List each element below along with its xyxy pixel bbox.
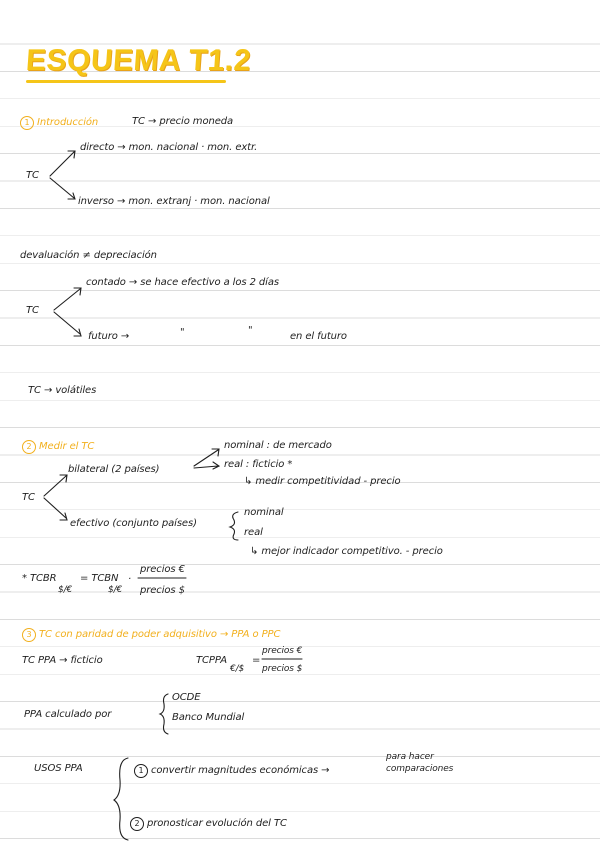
- formula-denominator: precios $: [140, 585, 185, 596]
- efectivo-real: real: [244, 527, 263, 538]
- formula-lhs-sub: $/€: [58, 585, 73, 595]
- uso-1-para-hacer: para hacer: [386, 752, 434, 762]
- section-1-heading: [20, 116, 98, 130]
- branch-directo: [50, 151, 75, 176]
- devaluacion-note: devaluación ≠ depreciación: [20, 250, 157, 261]
- tc-futuro: futuro →: [88, 331, 130, 342]
- tc-ppa-eq: =: [252, 655, 261, 666]
- tc-inverso: inverso → mon. extranj · mon. nacional: [78, 196, 270, 207]
- formula-eq: = TCBN: [80, 573, 119, 584]
- mejor-indicador: ↳ mejor indicador competitivo. - precio: [250, 546, 443, 557]
- tc-ppa-denominator: precios $: [262, 664, 303, 674]
- medir-competitividad: ↳ medir competitividad - precio: [244, 476, 401, 487]
- tc-volatiles: TC → volátiles: [28, 385, 97, 396]
- branch-bilateral: [44, 475, 67, 496]
- section-3-title: TC con paridad de poder adquisitivo → PPA o PPC: [39, 629, 281, 640]
- formula-numerator: precios €: [140, 564, 185, 575]
- uso-1-comparaciones: comparaciones: [386, 764, 454, 774]
- uso-2: [130, 817, 287, 831]
- ppa-calculado: PPA calculado por: [24, 709, 112, 720]
- tc-en-futuro: en el futuro: [290, 331, 347, 342]
- tc-bilateral: bilateral (2 países): [68, 464, 160, 475]
- usos-ppa: USOS PPA: [34, 763, 83, 774]
- ppa-banco-mundial: Banco Mundial: [172, 712, 245, 723]
- ditto-mark-1: ": [180, 327, 185, 338]
- branch-contado: [54, 288, 81, 310]
- page-title: ESQUEMA T1.2: [24, 44, 253, 77]
- brace-usos: [114, 758, 128, 840]
- formula-dot: ·: [128, 574, 132, 585]
- bilateral-real: real : ficticio *: [224, 459, 293, 470]
- formula-lhs: * TCBR: [22, 573, 57, 584]
- branch-futuro: [54, 312, 81, 336]
- section-3-number: 3: [22, 628, 36, 642]
- section-2-number: 2: [22, 440, 36, 454]
- branch-inverso: [50, 178, 75, 199]
- uso-1-number: 1: [134, 764, 148, 778]
- formula-mid-sub: $/€: [108, 585, 123, 595]
- tc-label-3: TC: [22, 492, 35, 503]
- tc-contado: contado → se hace efectivo a los 2 días: [86, 277, 279, 288]
- section-2-title: Medir el TC: [39, 441, 95, 452]
- tc-directo: directo → mon. nacional · mon. extr.: [80, 142, 258, 153]
- uso-1-text: convertir magnitudes económicas →: [151, 765, 330, 776]
- branch-efectivo: [44, 498, 67, 520]
- brace-ppa: [160, 694, 168, 734]
- tc-ppa-ficticio: TC PPA → ficticio: [22, 655, 103, 666]
- uso-1: [134, 764, 329, 778]
- ppa-ocde: OCDE: [172, 692, 201, 703]
- section-3-heading: [22, 628, 280, 642]
- uso-2-text: pronosticar evolución del TC: [147, 818, 287, 829]
- tc-ppa-numerator: precios €: [262, 646, 303, 656]
- brace-efectivo: [230, 512, 238, 540]
- tc-label-2: TC: [26, 305, 39, 316]
- tc-efectivo: efectivo (conjunto países): [70, 518, 197, 529]
- efectivo-nominal: nominal: [244, 507, 284, 518]
- section-1-title: Introducción: [37, 117, 99, 128]
- tc-ppa-formula: TCPPA: [196, 655, 227, 666]
- tc-definition: TC → precio moneda: [132, 116, 234, 127]
- section-1-number: 1: [20, 116, 34, 130]
- bilateral-nominal: nominal : de mercado: [224, 440, 332, 451]
- uso-2-number: 2: [130, 817, 144, 831]
- tc-label: TC: [26, 170, 39, 181]
- section-2-heading: [22, 440, 94, 454]
- tc-ppa-sub: €/$: [230, 664, 245, 674]
- ditto-mark-2: ": [248, 325, 253, 336]
